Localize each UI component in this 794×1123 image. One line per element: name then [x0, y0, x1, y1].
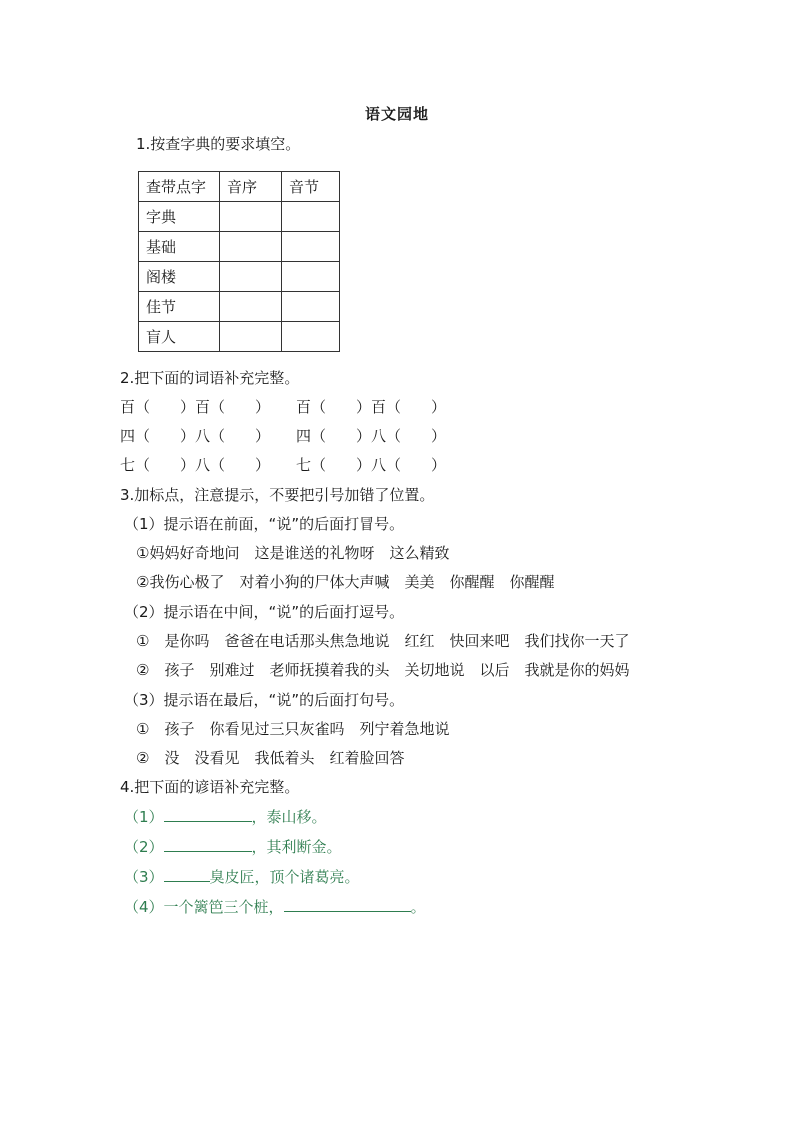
q3-item: ② 没 没看见 我低着头 红着脸回答	[136, 749, 405, 767]
proverb-number: （3）	[124, 868, 164, 886]
header-syllable: 音节	[282, 172, 340, 202]
table-row	[139, 322, 340, 352]
proverb-blank[interactable]	[164, 866, 210, 882]
proverb-number: （4）	[124, 898, 164, 916]
answer-cell[interactable]	[220, 262, 282, 292]
proverb-text: 臭皮匠，顶个诸葛亮。	[209, 868, 360, 886]
header-initial: 音序	[220, 172, 282, 202]
answer-cell[interactable]	[220, 322, 282, 352]
q1-heading: 1.按查字典的要求填空。	[136, 135, 301, 153]
table-row	[139, 262, 340, 292]
word-blank-left[interactable]: 百（ ）百（ ）	[120, 398, 271, 416]
answer-cell[interactable]	[282, 292, 340, 322]
q3-heading: 3.加标点，注意提示，不要把引号加错了位置。	[120, 486, 435, 504]
proverb-text: ，其利断金。	[251, 838, 342, 856]
row-word: 盲人	[139, 322, 220, 352]
answer-cell[interactable]	[282, 322, 340, 352]
word-blank-right[interactable]: 七（ ）八（ ）	[296, 456, 447, 474]
answer-cell[interactable]	[220, 202, 282, 232]
row-word: 基础	[139, 232, 220, 262]
answer-cell[interactable]	[282, 262, 340, 292]
proverb-text: 一个篱笆三个桩，	[163, 898, 284, 916]
proverb-item	[124, 866, 360, 887]
q3-item: ② 孩子 别难过 老师抚摸着我的头 关切地说 以后 我就是你的妈妈	[136, 661, 630, 679]
answer-cell[interactable]	[282, 232, 340, 262]
q3-hint-2: （2）提示语在中间，“说”的后面打逗号。	[124, 603, 405, 621]
proverb-item	[124, 836, 342, 857]
proverb-number: （2）	[124, 838, 164, 856]
dictionary-table	[138, 171, 340, 352]
row-word: 字典	[139, 202, 220, 232]
proverb-number: （1）	[124, 808, 164, 826]
q3-item: ①妈妈好奇地问 这是谁送的礼物呀 这么精致	[136, 544, 450, 562]
proverb-text: ，泰山移。	[251, 808, 327, 826]
answer-cell[interactable]	[220, 292, 282, 322]
q3-item: ②我伤心极了 对着小狗的尸体大声喊 美美 你醒醒 你醒醒	[136, 573, 555, 591]
page-title: 语文园地	[364, 105, 429, 123]
q3-item: ① 是你吗 爸爸在电话那头焦急地说 红红 快回来吧 我们找你一天了	[136, 632, 630, 650]
table-row	[139, 202, 340, 232]
proverb-blank[interactable]	[164, 836, 252, 852]
answer-cell[interactable]	[220, 232, 282, 262]
proverb-item	[124, 806, 327, 827]
q3-item: ① 孩子 你看见过三只灰雀吗 列宁着急地说	[136, 720, 450, 738]
proverb-item	[124, 896, 426, 917]
word-blank-left[interactable]: 四（ ）八（ ）	[120, 427, 271, 445]
row-word: 佳节	[139, 292, 220, 322]
word-blank-right[interactable]: 四（ ）八（ ）	[296, 427, 447, 445]
q3-hint-3: （3）提示语在最后，“说”的后面打句号。	[124, 691, 405, 709]
proverb-blank[interactable]	[284, 896, 411, 912]
word-blank-right[interactable]: 百（ ）百（ ）	[296, 398, 447, 416]
answer-cell[interactable]	[282, 202, 340, 232]
proverb-blank[interactable]	[164, 806, 252, 822]
table-row	[139, 232, 340, 262]
word-blank-left[interactable]: 七（ ）八（ ）	[120, 456, 271, 474]
q2-heading: 2.把下面的词语补充完整。	[120, 369, 300, 387]
header-char: 查带点字	[139, 172, 220, 202]
q4-heading: 4.把下面的谚语补充完整。	[120, 778, 300, 796]
proverb-text: 。	[410, 898, 426, 916]
table-row	[139, 292, 340, 322]
q3-hint-1: （1）提示语在前面，“说”的后面打冒号。	[124, 515, 405, 533]
table-header-row	[139, 172, 340, 202]
row-word: 阁楼	[139, 262, 220, 292]
